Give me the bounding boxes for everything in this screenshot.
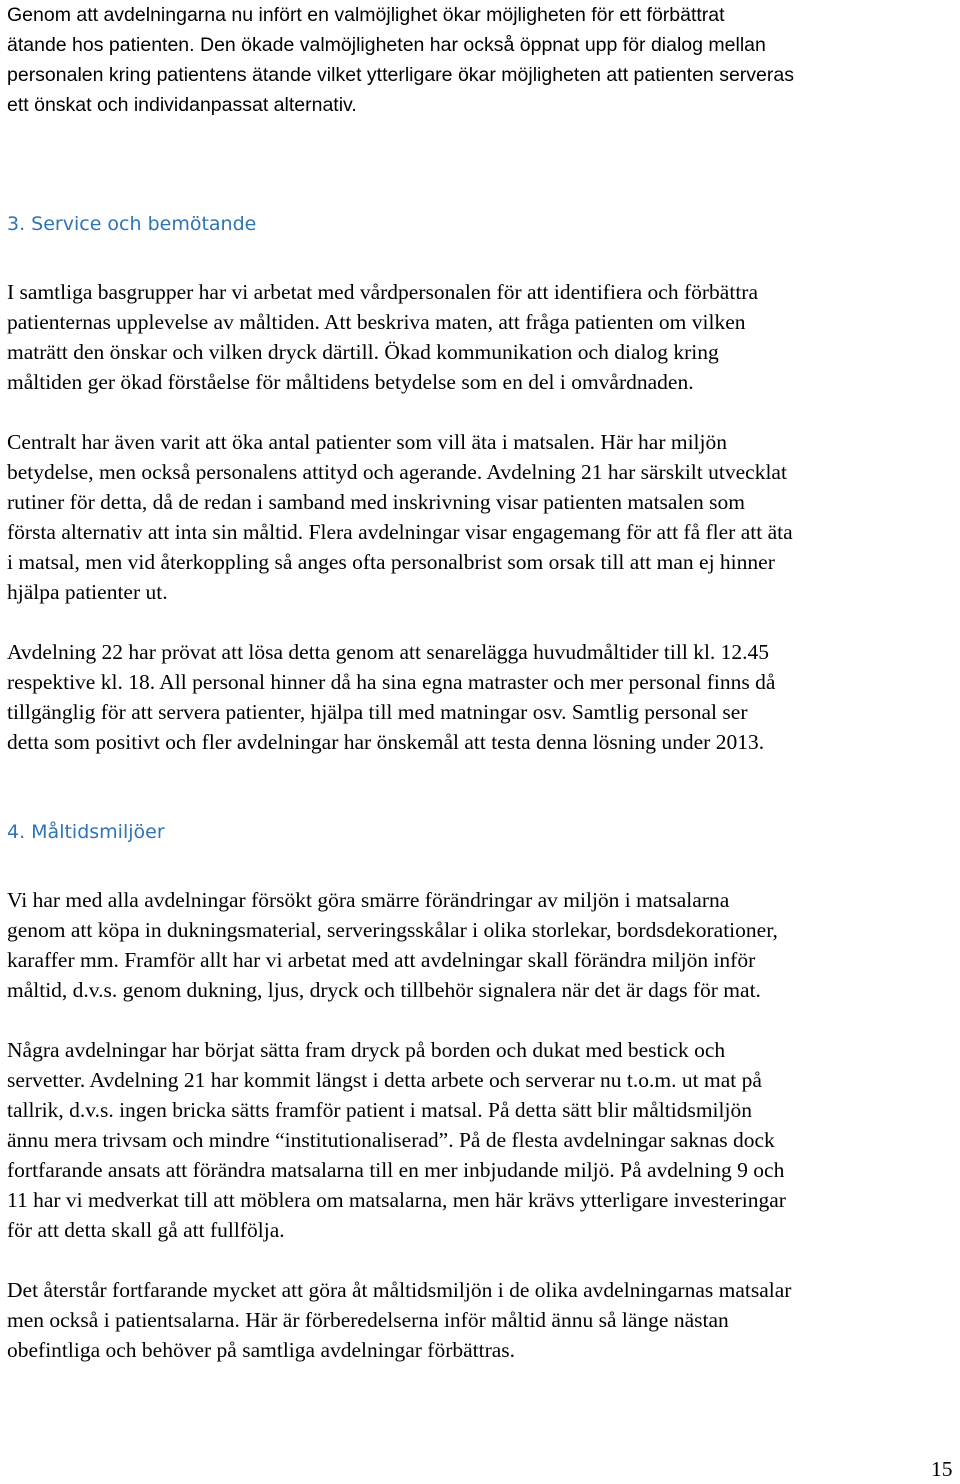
text-line: Det återstår fortfarande mycket att göra åt måltidsmiljön i de olika avdelningarnas matsalar (7, 1278, 792, 1302)
text-line: detta som positivt och fler avdelningar har önskemål att testa denna lösning under 2013. (7, 730, 765, 754)
text-line: Genom att avdelningarna nu infört en valmöjlighet ökar möjligheten för ett förbättrat (7, 4, 725, 26)
text-line: rutiner för detta, då de redan i samband med inskrivning visar patienten matsalen som (7, 490, 745, 514)
text-line: genom att köpa in dukningsmaterial, serveringsskålar i olika storlekar, bordsdekorationer, (7, 918, 778, 942)
text-line: I samtliga basgrupper har vi arbetat med vårdpersonalen för att identifiera och förbättra (7, 280, 758, 304)
text-line: Vi har med alla avdelningar försökt göra smärre förändringar av miljön i matsalarna (7, 888, 730, 912)
text-line: för att detta skall gå att fullfölja. (7, 1218, 285, 1242)
page-number: 15 (931, 1457, 953, 1481)
text-line: måltiden ger ökad förståelse för måltidens betydelse som en del i omvårdnaden. (7, 370, 694, 394)
text-line: i matsal, men vid återkoppling så anges ofta personalbrist som orsak till att man ej hinner (7, 550, 775, 574)
text-line: Centralt har även varit att öka antal patienter som vill äta i matsalen. Här har miljön (7, 430, 727, 454)
text-line: hjälpa patienter ut. (7, 580, 168, 604)
text-line: personalen kring patientens ätande vilket ytterligare ökar möjligheten att patienten serveras (7, 64, 794, 86)
text-line: tillgänglig för att servera patienter, hjälpa till med matningar osv. Samtlig personal ser (7, 700, 748, 724)
text-line: obefintliga och behöver på samtliga avdelningar förbättras. (7, 1338, 516, 1362)
text-line: 11 har vi medverkat till att möblera om matsalarna, men här krävs ytterligare investeringar (7, 1188, 786, 1212)
text-line: patienternas upplevelse av måltiden. Att beskriva maten, att fråga patienten om vilken (7, 310, 746, 334)
text-line: ett önskat och individanpassat alternativ. (7, 94, 357, 116)
text-line: betydelse, men också personalens attityd och agerande. Avdelning 21 har särskilt utvecklat (7, 460, 787, 484)
text-line: servetter. Avdelning 21 har kommit längst i detta arbete och serverar nu t.o.m. ut mat på (7, 1068, 762, 1092)
text-line: maträtt den önskar och vilken dryck därtill. Ökad kommunikation och dialog kring (7, 340, 719, 364)
section-heading-maltidsmiljoer: 4. Måltidsmiljöer (7, 821, 165, 843)
text-line: ätande hos patienten. Den ökade valmöjligheten har också öppnat upp för dialog mellan (7, 34, 766, 56)
text-line: Några avdelningar har börjat sätta fram dryck på borden och dukat med bestick och (7, 1038, 726, 1062)
text-line: ännu mera trivsam och mindre “institutionaliserad”. På de flesta avdelningar saknas dock (7, 1128, 775, 1152)
text-line: första alternativ att inta sin måltid. Flera avdelningar visar engagemang för att få fler att äta (7, 520, 793, 544)
text-line: respektive kl. 18. All personal hinner då ha sina egna matraster och mer personal finns då (7, 670, 776, 694)
text-line: Avdelning 22 har prövat att lösa detta genom att senarelägga huvudmåltider till kl. 12.45 (7, 640, 770, 664)
text-line: måltid, d.v.s. genom dukning, ljus, dryck och tillbehör signalera när det är dags för mat. (7, 978, 761, 1002)
text-line: tallrik, d.v.s. ingen bricka sätts framför patient i matsal. På detta sätt blir måltidsmiljön (7, 1098, 752, 1122)
section-heading-service: 3. Service och bemötande (7, 213, 257, 235)
text-line: karaffer mm. Framför allt har vi arbetat med att avdelningar skall förändra miljön inför (7, 948, 756, 972)
text-line: fortfarande ansats att förändra matsalarna till en mer inbjudande miljö. På avdelning 9 och (7, 1158, 785, 1182)
text-line: men också i patientsalarna. Här är förberedelserna inför måltid ännu så länge nästan (7, 1308, 729, 1332)
